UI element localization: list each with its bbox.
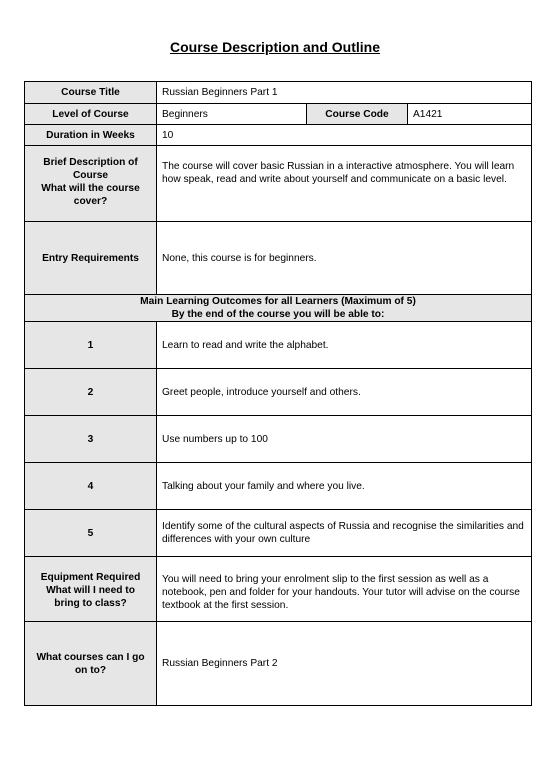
entry-label: Entry Requirements	[25, 222, 157, 295]
outcome-row	[25, 463, 532, 510]
outcome-text: Identify some of the cultural aspects of Russia and recognise the similarities and differences with your own culture	[157, 510, 532, 557]
level-value: Beginners	[157, 104, 307, 125]
course-outline-table	[24, 81, 532, 706]
description-value: The course will cover basic Russian in a interactive atmosphere. You will learn how speak, read and write about yourself and communicate on a basic level.	[157, 146, 532, 222]
outcome-number: 3	[25, 416, 157, 463]
equipment-label-line3: bring to class?	[54, 598, 127, 609]
row-equipment	[25, 557, 532, 622]
outcome-row	[25, 416, 532, 463]
row-next-courses	[25, 622, 532, 706]
outcomes-header	[25, 295, 532, 322]
outcome-text: Learn to read and write the alphabet.	[157, 322, 532, 369]
duration-value: 10	[157, 125, 532, 146]
row-duration	[25, 125, 532, 146]
description-label	[25, 146, 157, 222]
equipment-label-line1: Equipment Required	[40, 572, 141, 583]
outcome-number: 4	[25, 463, 157, 510]
row-course-title	[25, 82, 532, 104]
course-title-value: Russian Beginners Part 1	[157, 82, 532, 104]
outcome-row	[25, 510, 532, 557]
level-label: Level of Course	[25, 104, 157, 125]
outcome-text: Greet people, introduce yourself and others.	[157, 369, 532, 416]
outcomes-header-line1: Main Learning Outcomes for all Learners (Maximum of 5)	[140, 296, 416, 307]
duration-label: Duration in Weeks	[25, 125, 157, 146]
outcome-number: 1	[25, 322, 157, 369]
document-title: Course Description and Outline	[169, 39, 381, 55]
equipment-label	[25, 557, 157, 622]
equipment-value: You will need to bring your enrolment slip to the first session as well as a notebook, pen and folder for your handouts. Your tutor will advise on the course textbook at the first session.	[157, 557, 532, 622]
course-title-label: Course Title	[25, 82, 157, 104]
next-courses-label-line2: on to?	[74, 664, 107, 676]
outcomes-header-line2: By the end of the course you will be able to:	[171, 309, 385, 320]
equipment-label-line2: What will I need to	[46, 585, 135, 596]
row-level	[25, 104, 532, 125]
outcome-row	[25, 369, 532, 416]
outcome-text: Use numbers up to 100	[157, 416, 532, 463]
next-courses-value: Russian Beginners Part 2	[157, 622, 532, 706]
entry-value: None, this course is for beginners.	[157, 222, 532, 295]
row-entry	[25, 222, 532, 295]
outcome-row	[25, 322, 532, 369]
description-label-line4: cover?	[73, 196, 108, 207]
next-courses-label-line1: What courses can I go	[36, 651, 145, 663]
outcome-number: 2	[25, 369, 157, 416]
description-label-line2: Course	[72, 170, 109, 181]
description-label-line3: What will the course	[41, 183, 140, 194]
outcome-text: Talking about your family and where you live.	[157, 463, 532, 510]
course-code-value: A1421	[408, 104, 532, 125]
outcome-number: 5	[25, 510, 157, 557]
next-courses-label	[25, 622, 157, 706]
row-description	[25, 146, 532, 222]
description-label-line1: Brief Description of	[43, 157, 138, 168]
row-outcomes-header	[25, 295, 532, 322]
course-code-label: Course Code	[307, 104, 408, 125]
